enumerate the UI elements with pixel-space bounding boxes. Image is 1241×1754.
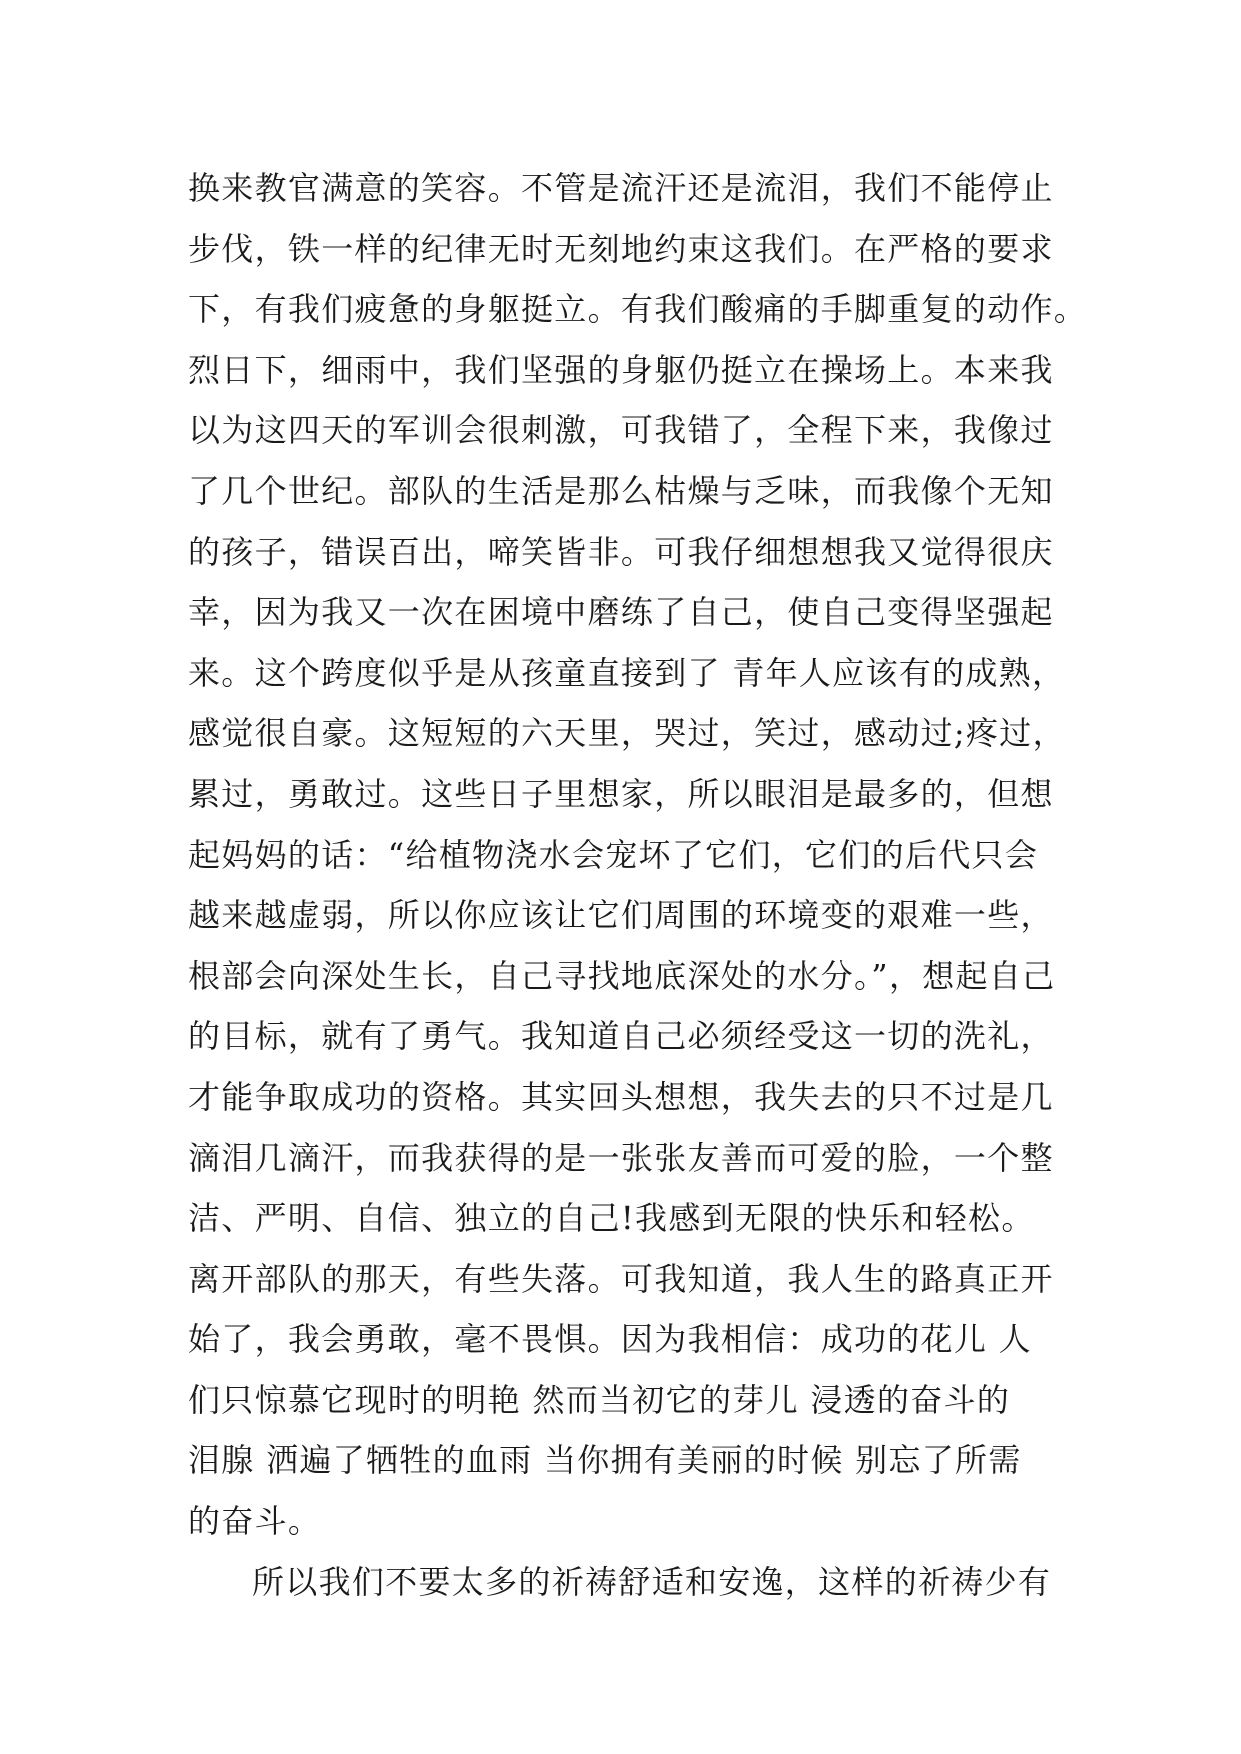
text-line: 下，有我们疲惫的身躯挺立。有我们酸痛的手脚重复的动作。 bbox=[188, 290, 1088, 329]
text-line: 累过，勇敢过。这些日子里想家，所以眼泪是最多的，但想 bbox=[188, 774, 1054, 813]
text-line: 步伐，铁一样的纪律无时无刻地约束这我们。在严格的要求 bbox=[188, 229, 1054, 268]
text-line: 滴泪几滴汗，而我获得的是一张张友善而可爱的脸，一个整 bbox=[188, 1138, 1054, 1177]
text-line: 离开部队的那天，有些失落。可我知道，我人生的路真正开 bbox=[188, 1259, 1054, 1298]
text-line: 了几个世纪。部队的生活是那么枯燥与乏味，而我像个无知 bbox=[188, 471, 1054, 510]
text-line: 始了，我会勇敢，毫不畏惧。因为我相信：成功的花儿 人 bbox=[188, 1320, 1032, 1359]
text-line: 换来教官满意的笑容。不管是流汗还是流泪，我们不能停止 bbox=[188, 169, 1054, 207]
text-line: 洁、严明、自信、独立的自己!我感到无限的快乐和轻松。 bbox=[188, 1199, 1035, 1238]
text-line: 烈日下，细雨中，我们坚强的身躯仍挺立在操场上。本来我 bbox=[188, 350, 1054, 389]
text-line: 的孩子，错误百出，啼笑皆非。可我仔细想想我又觉得很庆 bbox=[188, 532, 1054, 571]
text-line: 起妈妈的话：“给植物浇水会宠坏了它们，它们的后代只会 bbox=[188, 835, 1039, 874]
text-line: 泪腺 洒遍了牺牲的血雨 当你拥有美丽的时候 别忘了所需 bbox=[188, 1441, 1022, 1480]
text-line: 幸，因为我又一次在困境中磨练了自己，使自己变得坚强起 bbox=[188, 593, 1054, 632]
text-line: 的目标，就有了勇气。我知道自己必须经受这一切的洗礼， bbox=[188, 1017, 1054, 1056]
paragraph-start-line: 所以我们不要太多的祈祷舒适和安逸，这样的祈祷少有 bbox=[252, 1562, 1052, 1601]
text-line: 的奋斗。 bbox=[188, 1502, 322, 1541]
text-line: 来。这个跨度似乎是从孩童直接到了 青年人应该有的成熟， bbox=[188, 653, 1066, 692]
text-line: 才能争取成功的资格。其实回头想想，我失去的只不过是几 bbox=[188, 1077, 1054, 1116]
text-line: 感觉很自豪。这短短的六天里，哭过，笑过，感动过;疼过， bbox=[188, 714, 1066, 753]
text-line: 以为这四天的军训会很刺激，可我错了，全程下来，我像过 bbox=[188, 411, 1054, 450]
body-text bbox=[188, 158, 1088, 1612]
text-line: 越来越虚弱，所以你应该让它们周围的环境变的艰难一些， bbox=[188, 896, 1054, 935]
text-line: 根部会向深处生长，自己寻找地底深处的水分。”，想起自己 bbox=[188, 956, 1056, 995]
text-line: 们只惊慕它现时的明艳 然而当初它的芽儿 浸透的奋斗的 bbox=[188, 1380, 1011, 1419]
